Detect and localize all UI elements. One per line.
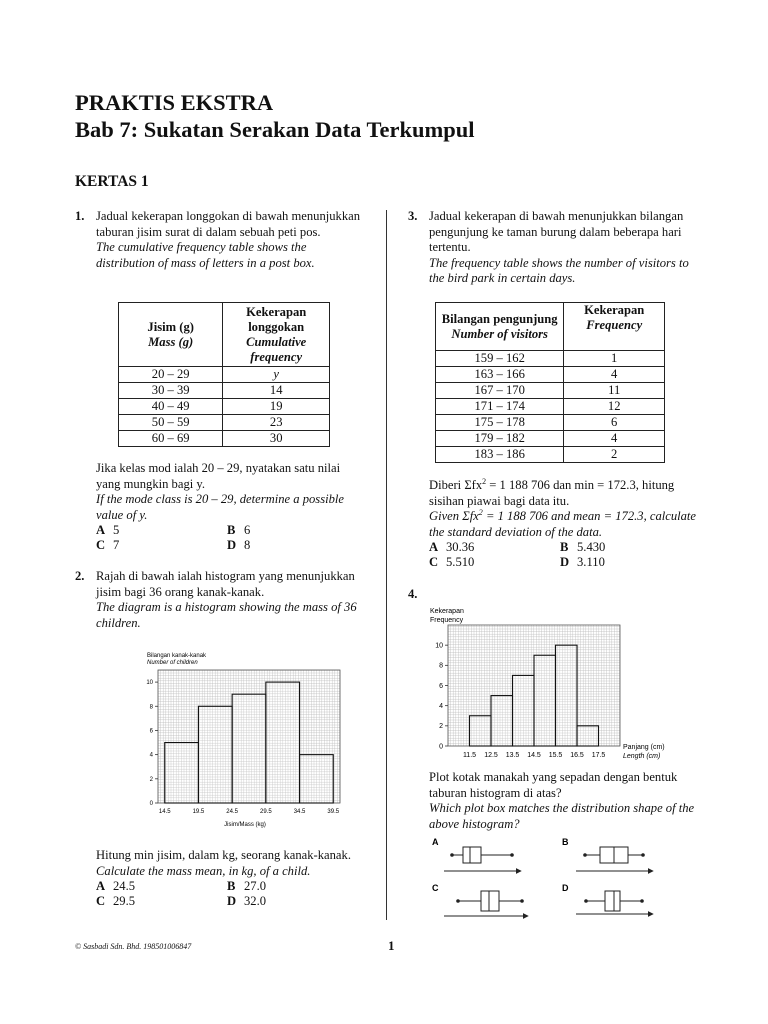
question-text-ms: Jadual kekerapan di bawah menunjukkan bilangan pengunjung ke taman burung dalam beberapa hari tertentu. [429, 209, 684, 254]
copyright-footer: © Sasbadi Sdn. Bhd. 198501006847 [75, 942, 192, 951]
question-number: 1. [75, 209, 85, 223]
table-header: Kekerapan Frequency [564, 303, 665, 351]
y-tick-label: 6 [149, 728, 153, 735]
column-divider [386, 210, 387, 920]
table-row: 171 – 174 12 [436, 399, 665, 415]
histogram-bar [266, 682, 300, 803]
x-tick-label: 19.5 [192, 809, 205, 815]
histogram-bar [513, 675, 535, 746]
title-line-2: Bab 7: Sukatan Serakan Data Terkumpul [75, 117, 475, 142]
table-row: 30 – 39 14 [119, 383, 330, 399]
given-text-en: Given Σfx$^2$ = 1 188 706 and mean = 172.3, calculate the standard deviation of the data. [429, 507, 697, 539]
y-axis-label-ms: Bilangan kanak-kanak [147, 653, 207, 659]
y-tick-label: 4 [439, 703, 443, 710]
table-row: 167 – 170 11 [436, 383, 665, 399]
mass-histogram [140, 648, 350, 833]
x-tick-label: 14.5 [158, 809, 171, 815]
question-3-ask [429, 478, 699, 572]
box-plot-d[interactable] [562, 883, 653, 914]
histogram-bar [556, 645, 578, 746]
box-plot-b[interactable] [562, 837, 653, 871]
x-tick-label: 29.5 [260, 809, 272, 815]
y-tick-label: 10 [435, 642, 443, 650]
ask-text-ms: Hitung min jisim, dalam kg, seorang kanak-kanak. [96, 848, 351, 862]
question-2 [75, 569, 367, 631]
x-axis-label: Jisim/Mass (kg) [224, 822, 266, 828]
table-row: 40 – 49 19 [119, 399, 330, 415]
y-tick-label: 4 [149, 752, 153, 759]
option-b[interactable]: B 27.0 [227, 879, 267, 893]
y-axis-label-en: Frequency [430, 617, 464, 624]
x-axis-label-ms: Panjang (cm) [623, 744, 665, 751]
y-tick-label: 2 [149, 776, 153, 783]
y-tick-label: 8 [439, 662, 443, 670]
histogram-bar [534, 655, 556, 746]
x-tick-label: 16.5 [570, 752, 584, 759]
ask-text-en: Calculate the mass mean, in kg, of a child. [96, 863, 311, 878]
x-tick-label: 12.5 [484, 752, 498, 759]
y-tick-label: 10 [146, 680, 153, 687]
question-number: 2. [75, 569, 85, 583]
ask-text-en: Which plot box matches the distribution shape of the above histogram? [429, 801, 695, 831]
box-plot-a[interactable] [432, 837, 521, 871]
histogram-bar [491, 696, 513, 746]
option-d[interactable]: D 3.110 [560, 555, 605, 569]
question-number: 4. [408, 587, 418, 601]
table-header: Jisim (g) Mass (g) [119, 303, 223, 367]
option-b[interactable]: B 6 [227, 523, 251, 537]
y-axis-label-en: Number of children [147, 660, 198, 666]
svg-text:A: A [432, 837, 439, 847]
option-a[interactable]: A 24.5 [96, 879, 136, 893]
ask-text-en: If the mode class is 20 – 29, determine a possible value of y. [96, 492, 344, 522]
y-tick-label: 8 [149, 704, 153, 711]
table-row: 183 – 186 2 [436, 447, 665, 463]
svg-text:D: D [562, 883, 569, 893]
table-row: 60 – 69 30 [119, 431, 330, 447]
option-d[interactable]: D 8 [227, 538, 251, 552]
option-c[interactable]: C 7 [96, 538, 120, 552]
question-4-ask [429, 770, 704, 832]
svg-text:B: B [562, 837, 569, 847]
cumulative-frequency-table [118, 302, 330, 447]
answer-options [429, 540, 699, 572]
x-tick-label: 13.5 [505, 752, 520, 759]
answer-options [96, 879, 361, 911]
table-row: 175 – 178 6 [436, 415, 665, 431]
question-3 [408, 209, 698, 287]
title-line-1: PRAKTIS EKSTRA [75, 90, 274, 115]
x-tick-label: 39.5 [327, 809, 340, 815]
y-axis-label-ms: Kekerapan [430, 608, 464, 615]
table-row: 50 – 59 23 [119, 415, 330, 431]
option-b[interactable]: B 5.430 [560, 540, 606, 554]
histogram-bar [232, 694, 266, 803]
section-heading: KERTAS 1 [75, 173, 149, 190]
histogram-bar [165, 743, 199, 803]
answer-options [96, 523, 361, 555]
ask-text-ms: Plot kotak manakah yang sepadan dengan bentuk taburan histogram di atas? [429, 770, 678, 800]
table-row: 179 – 182 4 [436, 431, 665, 447]
y-tick-label: 2 [439, 723, 443, 731]
question-1 [75, 209, 365, 271]
question-text-en: The diagram is a histogram showing the mass of 36 children. [96, 600, 357, 630]
histogram-bar [198, 706, 232, 803]
question-text-en: The cumulative frequency table shows the distribution of mass of letters in a post box. [96, 240, 315, 270]
table-row: 159 – 162 1 [436, 351, 665, 367]
option-c[interactable]: C 29.5 [96, 894, 136, 908]
question-text-ms: Jadual kekerapan longgokan di bawah menunjukkan taburan jisim surat di dalam sebuah peti pos. [96, 209, 361, 239]
given-text-ms: Diberi Σfx$^2$ = 1 188 706 dan min = 172.3, hitung sisihan piawai bagi data itu. [429, 476, 675, 508]
y-tick-label: 6 [439, 682, 443, 690]
question-1-ask [96, 461, 361, 555]
x-tick-label: 14.5 [527, 752, 541, 759]
length-histogram [420, 603, 675, 765]
option-a[interactable]: A 5 [96, 523, 120, 537]
histogram-bar [577, 726, 599, 746]
x-tick-label: 17.5 [591, 752, 606, 759]
question-number: 3. [408, 209, 418, 223]
histogram-bar [470, 716, 492, 746]
histogram-bar [300, 755, 334, 803]
x-tick-label: 11.5 [462, 752, 477, 759]
option-d[interactable]: D 32.0 [227, 894, 267, 908]
table-row: 163 – 166 4 [436, 367, 665, 383]
question-4 [408, 587, 417, 603]
x-axis-label-en: Length (cm) [623, 753, 661, 760]
question-text-en: The frequency table shows the number of visitors to the bird park in certain days. [429, 255, 689, 285]
question-2-ask [96, 848, 361, 911]
option-a[interactable]: A 30.36 [429, 540, 475, 554]
svg-text:C: C [432, 883, 439, 893]
y-tick-label: 0 [439, 743, 443, 751]
x-tick-label: 24.5 [226, 809, 238, 815]
box-plot-c[interactable] [432, 883, 528, 916]
box-plot-options [428, 834, 728, 924]
page-number: 1 [388, 938, 395, 953]
table-row: 20 – 29 y [119, 367, 330, 383]
table-header: Kekerapan longgokan Cumulative frequency [223, 303, 330, 367]
frequency-table [435, 302, 665, 463]
ask-text-ms: Jika kelas mod ialah 20 – 29, nyatakan satu nilai yang mungkin bagi y. [96, 461, 341, 491]
question-text-ms: Rajah di bawah ialah histogram yang menunjukkan jisim bagi 36 orang kanak-kanak. [96, 569, 355, 599]
option-c[interactable]: C 5.510 [429, 555, 475, 569]
x-tick-label: 34.5 [293, 809, 306, 815]
table-header: Bilangan pengunjung Number of visitors [436, 303, 564, 351]
x-tick-label: 15.5 [548, 752, 563, 759]
y-tick-label: 0 [149, 801, 153, 807]
